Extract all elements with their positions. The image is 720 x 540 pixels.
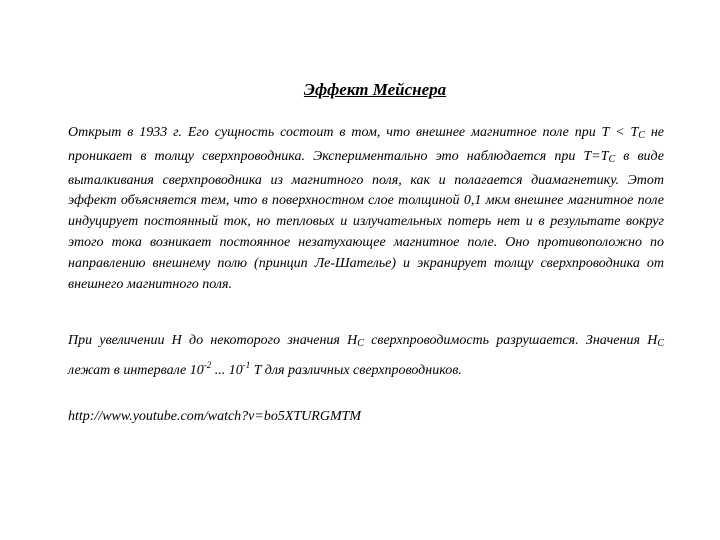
slide-title: Эффект Мейснера [303, 80, 447, 99]
paragraph1-text-3: в виде выталкивания сверхпроводника из магнитного поля, как и полагается диамагнетику. Этот эффект объясняется тем, что в поверхностном слое толщиной 0,1 мкм внешнее магнитное поле индуцирует постоянный ток, но тепловых и излучательных потерь нет и в результате вокруг этого тока возникает постоянное незатухающее магнитное поле. Оно противоположно по направлению внешнему полю (принцип Ле-Шателье) и экранирует толщу сверхпроводника от внешнего магнитного поля. [68, 148, 665, 292]
paragraph2-text-1: При увеличении H до некоторого значения H [68, 333, 358, 348]
superscript-exponent: -1 [242, 359, 251, 370]
paragraph2-text-4: ... 10 [211, 362, 243, 378]
paragraph2-text-5: T для различных сверхпроводников. [250, 362, 462, 378]
paragraph2-text-3: лежат в интервале 10 [68, 362, 204, 378]
subscript-c: C [638, 130, 645, 141]
paragraph-critical-field [68, 331, 664, 382]
paragraph-meissner-description [68, 123, 664, 295]
subscript-c: C [608, 153, 616, 165]
paragraph1-text-1: Открыт в 1933 г. Его сущность состоит в том, что внешнее магнитное поле при T < T [68, 125, 639, 140]
paragraph1-text-2: не проникает в толщу сверхпроводника. Экспериментально это наблюдается при T=T [68, 125, 664, 164]
subscript-c: C [357, 338, 364, 349]
superscript-exponent: -2 [203, 359, 212, 370]
subscript-c: C [657, 338, 664, 349]
paragraph2-text-2: сверхпроводимость разрушается. Значения H [363, 333, 658, 348]
youtube-link[interactable]: http://www.youtube.com/watch?v=bo5XTURGMTM [68, 409, 362, 424]
